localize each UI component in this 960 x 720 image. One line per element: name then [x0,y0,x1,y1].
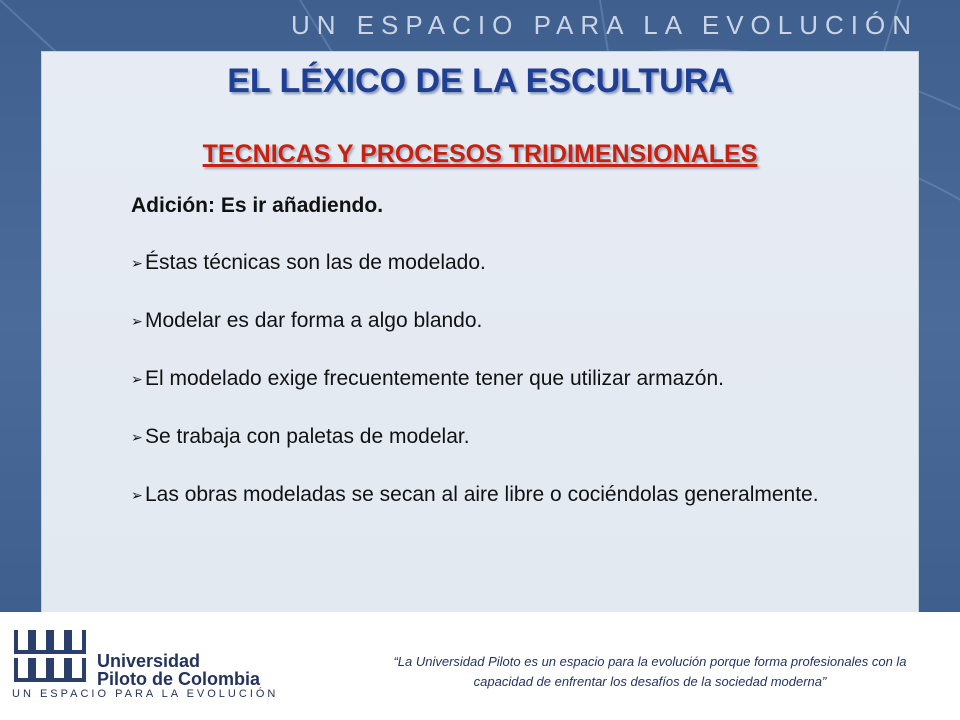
bullet-item [131,365,860,393]
arrow-bullet-icon: ➢ [131,313,143,329]
bullet-text: Modelar es dar forma a algo blando. [145,309,483,332]
bullet-item [131,423,860,451]
university-name [97,652,260,688]
logo-line-2: Piloto de Colombia [97,669,261,689]
university-logo-icon [12,626,92,686]
bullet-text: Éstas técnicas son las de modelado. [145,251,486,274]
footer-bar [0,612,960,720]
logo-tagline: UN ESPACIO PARA LA EVOLUCIÓN [12,688,279,700]
arrow-bullet-icon: ➢ [131,371,143,387]
header-tagline: UN ESPACIO PARA LA EVOLUCIÓN [290,10,918,40]
bullet-text: El modelado exige frecuentemente tener que utilizar armazón. [145,367,724,390]
bullet-item [131,307,860,335]
slide-subtitle: TECNICAS Y PROCESOS TRIDIMENSIONALES [202,140,758,168]
bullet-text: Las obras modeladas se secan al aire libre o cociéndolas generalmente. [145,483,819,506]
bullet-text: Se trabaja con paletas de modelar. [145,425,470,448]
bullet-item [131,481,860,509]
slide-body [131,192,860,539]
arrow-bullet-icon: ➢ [131,487,143,503]
slide-title: EL LÉXICO DE LA ESCULTURA [227,62,733,100]
logo-line-1: Universidad [97,651,201,671]
arrow-bullet-icon: ➢ [131,255,143,271]
arrow-bullet-icon: ➢ [131,429,143,445]
footer-quote [372,652,928,692]
quote-line-1: “La Universidad Piloto es un espacio para la evolución porque forma profesionales con la [393,654,907,669]
bullet-item [131,249,860,277]
quote-line-2: capacidad de enfrentar los desafíos de la sociedad moderna” [473,674,827,689]
lead-text: Adición: Es ir añadiendo. [131,194,384,217]
